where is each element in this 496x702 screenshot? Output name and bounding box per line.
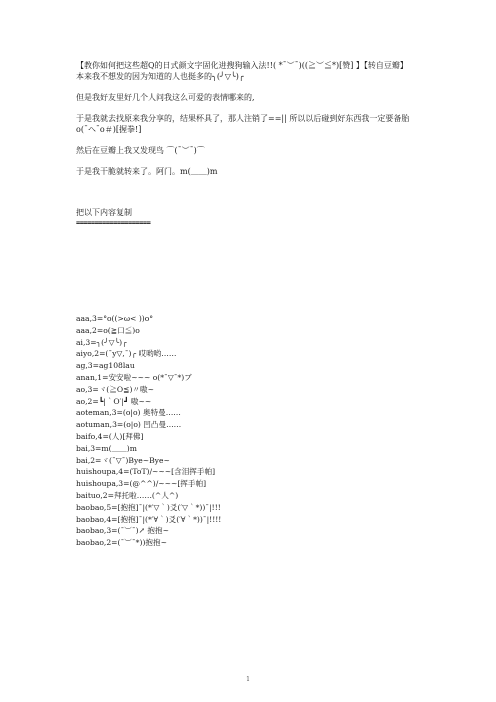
list-item: aiyo,2=(¯y▽,¯)╭ 哎哟哟…… <box>76 349 177 359</box>
paragraph-backup: 于是我就去找原来我分享的，结果杯具了，那人注销了==|| 所以以后碰到好东西我一定要备胎 o(¯ヘ¯o＃)[握拳!] <box>76 114 410 134</box>
page-number: 1 <box>246 676 250 683</box>
list-item: baifo,4=(人)[拜佛] <box>76 431 144 441</box>
list-item: bai,3=m(＿＿)m <box>76 443 137 453</box>
list-item: ai,3=╮(╯▽╰)╭ <box>76 337 127 347</box>
paragraph-title: 【教你如何把这些超Q的日式颜文字固化进搜狗输入法!!( *¯︶¯)((≧︶≦*)[赞] 】【转自豆瓣】 <box>76 61 408 70</box>
document-body <box>76 60 422 549</box>
list-item: aoteman,3=(o|o) 奥特曼…… <box>76 408 181 418</box>
list-item: aaa,3=°o((>ω< ))o° <box>76 314 154 323</box>
list-item: baobao,3=(¯︶¯)↗ 抱抱~ <box>76 526 169 536</box>
paragraph-friends: 但是我好友里好几个人问我这么可爱的表情哪来的, <box>76 93 255 102</box>
emoticon-list <box>76 313 422 549</box>
list-item: baobao,4=[抱抱]¯|(*′∀｀)爻(′∀｀*))¯|!!!! <box>76 514 222 524</box>
paragraph-douban: 然后在豆瓣上我又发现鸟 ⌒(¯︶¯)⌒ <box>76 146 205 155</box>
list-item: baituo,2=拜托啦……(^人^) <box>76 490 179 500</box>
separator-rule: ==================== <box>76 219 151 227</box>
list-item: huishoupa,3=(@^^)/~~~[挥手帕] <box>76 479 207 489</box>
list-item: anan,1=安安啦~~~ o(*¯▽¯*)ブ <box>76 372 192 382</box>
list-item: ag,3=ag108lau <box>76 361 135 371</box>
list-item: bai,2=ヾ(¯▽¯)Bye~Bye~ <box>76 455 170 465</box>
list-item: ao,3=ヾ(≧O≦)〃嗷~ <box>76 384 154 394</box>
paragraph-amen: 于是我干脆就转来了。阿门。m(＿＿)m <box>76 167 218 176</box>
paragraph-intro: 本来我不想发的因为知道的人也挺多的╮(╯▽╰)╭ <box>76 72 244 81</box>
list-item: huishoupa,4=(ToT)/~~~[含泪挥手帕] <box>76 467 216 477</box>
list-item: ao,2=┗|｀O′|┛ 嗷~~ <box>76 396 152 406</box>
list-item: baobao,5=[抱抱]¯|(*′▽｀)爻(′▽｀*))¯|!!! <box>76 502 221 512</box>
list-item: aotuman,3=(o|o) 凹凸曼…… <box>76 420 182 430</box>
list-item: baobao,2=(¯︶¯*))抱抱~ <box>76 538 167 548</box>
list-item: aaa,2=o(≧口≦)o <box>76 325 140 335</box>
copy-heading: 把以下内容复制 <box>76 208 132 217</box>
